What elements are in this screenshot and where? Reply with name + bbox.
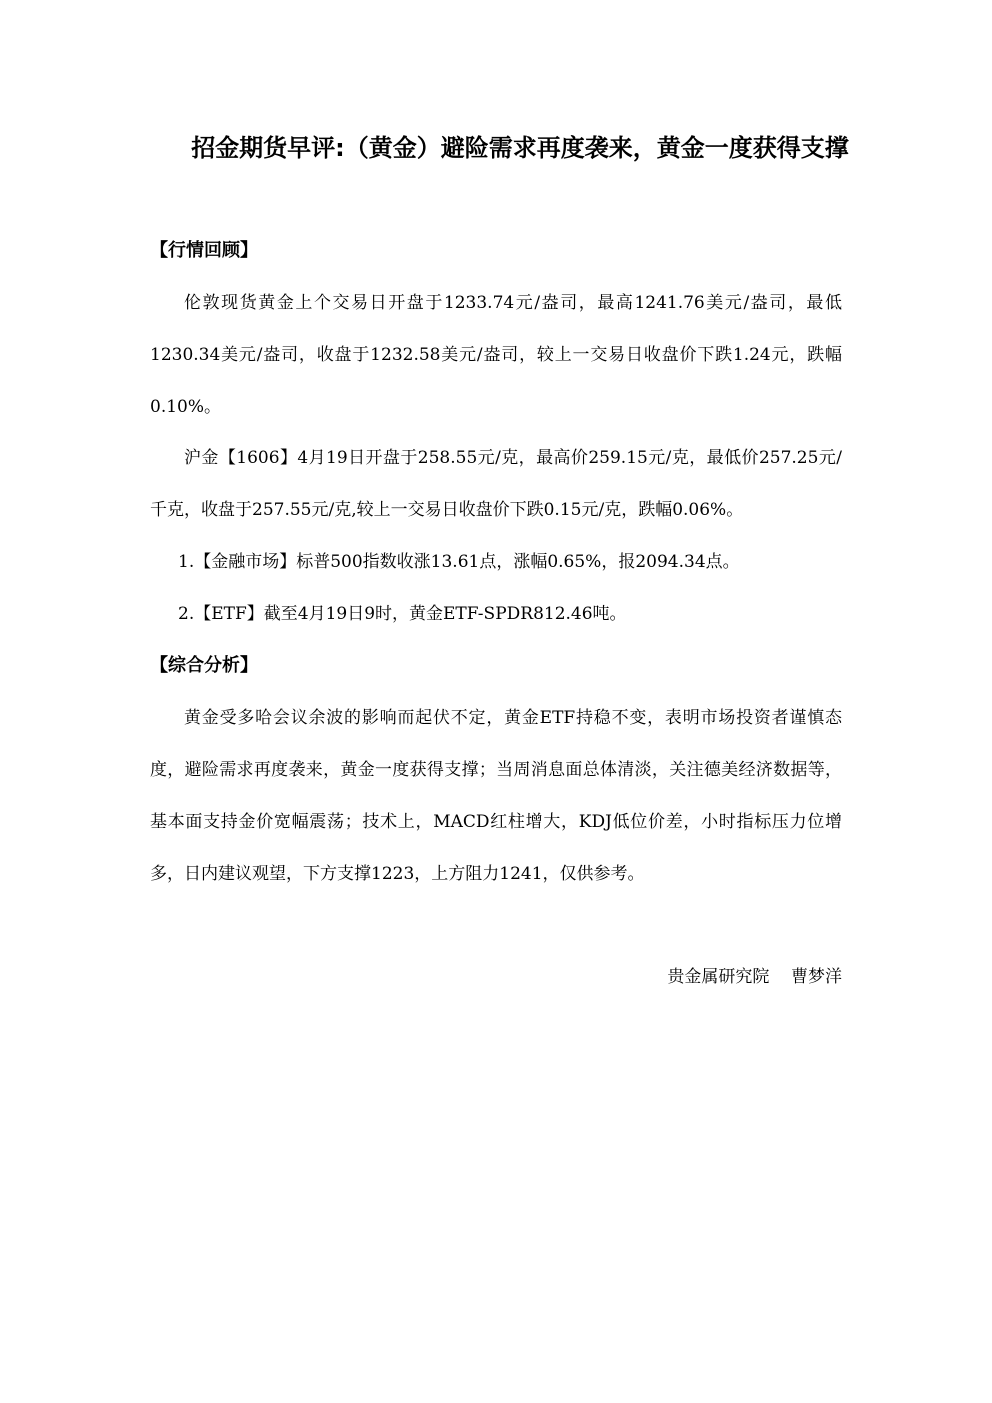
- section-heading-market-review: 【行情回顾】: [150, 240, 258, 261]
- list-item-etf: 2.【ETF】截至4月19日9时，黄金ETF-SPDR812.46吨。: [178, 604, 627, 624]
- paragraph-analysis: 黄金受多哈会议余波的影响而起伏不定，黄金ETF持稳不变，表明市场投资者谨慎态度，避险需求再度袭来，黄金一度获得支撑；当周消息面总体清淡，关注德美经济数据等，基本面支持金价宽幅震荡；技术上，MACD红柱增大，KDJ低位价差，小时指标压力位增多，日内建议观望，下方支撑1223，上方阻力1241，仅供参考。: [150, 708, 842, 884]
- author-signature: 贵金属研究院 曹梦洋: [667, 967, 842, 987]
- paragraph-shanghai-gold: 沪金【1606】4月19日开盘于258.55元/克，最高价259.15元/克，最低价257.25元/千克，收盘于257.55元/克,较上一交易日收盘价下跌0.15元/克，跌幅0.06%。: [150, 448, 842, 520]
- paragraph-london-gold: 伦敦现货黄金上个交易日开盘于1233.74元/盎司，最高1241.76美元/盎司，最低1230.34美元/盎司，收盘于1232.58美元/盎司，较上一交易日收盘价下跌1.24元，跌幅0.10%。: [150, 293, 842, 417]
- section-heading-analysis: 【综合分析】: [150, 655, 258, 676]
- document-title: 招金期货早评:（黄金）避险需求再度袭来，黄金一度获得支撑: [191, 134, 849, 162]
- list-item-financial-market: 1.【金融市场】标普500指数收涨13.61点，涨幅0.65%，报2094.34点。: [178, 552, 740, 572]
